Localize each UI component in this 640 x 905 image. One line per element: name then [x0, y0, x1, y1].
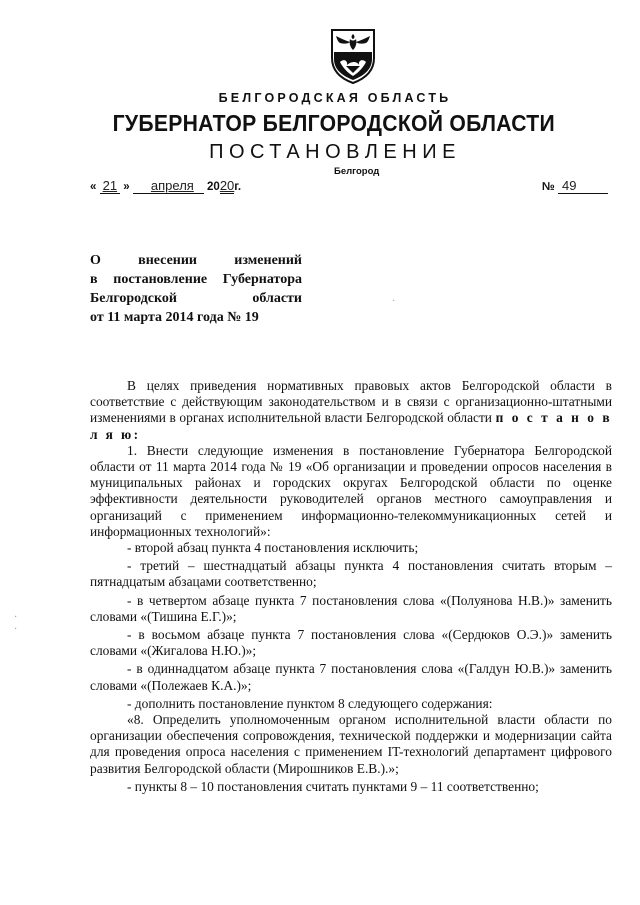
document-type-heading: ПОСТАНОВЛЕНИЕ	[209, 141, 461, 163]
subject-line: О внесении изменений	[90, 253, 302, 268]
body-paragraph: - в одиннадцатом абзаце пункта 7 постановления слова «(Галдун Ю.В.)» заменить словами «(Полежаев К.А.)»;	[90, 661, 612, 693]
scan-mark: ·	[392, 296, 396, 307]
body-paragraph: - пункты 8 – 10 постановления считать пунктами 9 – 11 соответственно;	[127, 778, 539, 794]
body-paragraph: - дополнить постановление пунктом 8 следующего содержания:	[127, 695, 493, 711]
subject-line: в постановление Губернатора	[90, 272, 302, 287]
scan-mark: ·	[14, 612, 18, 623]
number-label: №	[542, 181, 555, 193]
body-paragraph: 1. Внести следующие изменения в постановление Губернатора Белгородской области от 11 марта 2014 года № 19 «Об организации и проведении опросов населения в муниципальных районах и городских округах Белгородской области по оценке эффективности деятельности руководителей органов местного самоуправления и организаций с применением информационно-телекоммуникационных сетей и информационных технологий»:	[90, 442, 612, 539]
document-number: 49	[558, 178, 608, 194]
date-open-quote: «	[90, 181, 97, 193]
coat-of-arms-emblem	[330, 28, 376, 84]
date-day: 21	[100, 178, 120, 194]
date-year-prefix: 20	[207, 181, 220, 193]
document-subject	[90, 251, 302, 327]
subject-line: Белгородской области	[90, 291, 302, 306]
region-heading: БЕЛГОРОДСКАЯ ОБЛАСТЬ	[218, 91, 452, 105]
document-body	[90, 378, 612, 795]
date-year-mark: г.	[234, 181, 242, 193]
body-paragraph: - второй абзац пункта 4 постановления исключить;	[127, 540, 419, 556]
date-year-suffix: 20	[219, 178, 235, 193]
body-paragraph: - третий – шестнадцатый абзацы пункта 4 постановления считать вторым – пятнадцатым абзацами соответственно;	[90, 558, 612, 590]
date-month: апреля	[133, 178, 204, 194]
resolve-word: п о с т а н о в л я ю:	[90, 410, 613, 442]
scan-mark: ·	[14, 624, 18, 635]
date-close-quote: »	[123, 181, 130, 193]
number-line	[542, 178, 608, 194]
subject-line: от 11 марта 2014 года № 19	[90, 310, 259, 325]
date-line	[90, 178, 241, 194]
city-label: Белгород	[334, 166, 380, 177]
body-paragraph: - в четвертом абзаце пункта 7 постановления слова «(Полуянова Н.В.)» заменить словами «(Тишина Е.Г.)»;	[90, 592, 612, 624]
preamble-text: В целях приведения нормативных правовых актов Белгородской области в соответствие с действующим законодательством и в связи с организационно-штатными изменениями в органах исполнительной власти Белгородской области	[90, 378, 612, 426]
body-paragraph	[90, 378, 612, 443]
authority-heading: ГУБЕРНАТОР БЕЛГОРОДСКОЙ ОБЛАСТИ	[112, 110, 555, 136]
body-paragraph: «8. Определить уполномоченным органом исполнительной власти области по организации обеспечения сопровождения, технической поддержки и модернизации сайта для проведения опроса населения с применением IT-технологий департамент цифрового развития Белгородской области (Мирошников Е.В.).»;	[90, 712, 612, 776]
body-paragraph: - в восьмом абзаце пункта 7 постановления слова «(Сердюков О.Э.)» заменить словами «(Жигалова Н.Ю.)»;	[90, 627, 612, 659]
